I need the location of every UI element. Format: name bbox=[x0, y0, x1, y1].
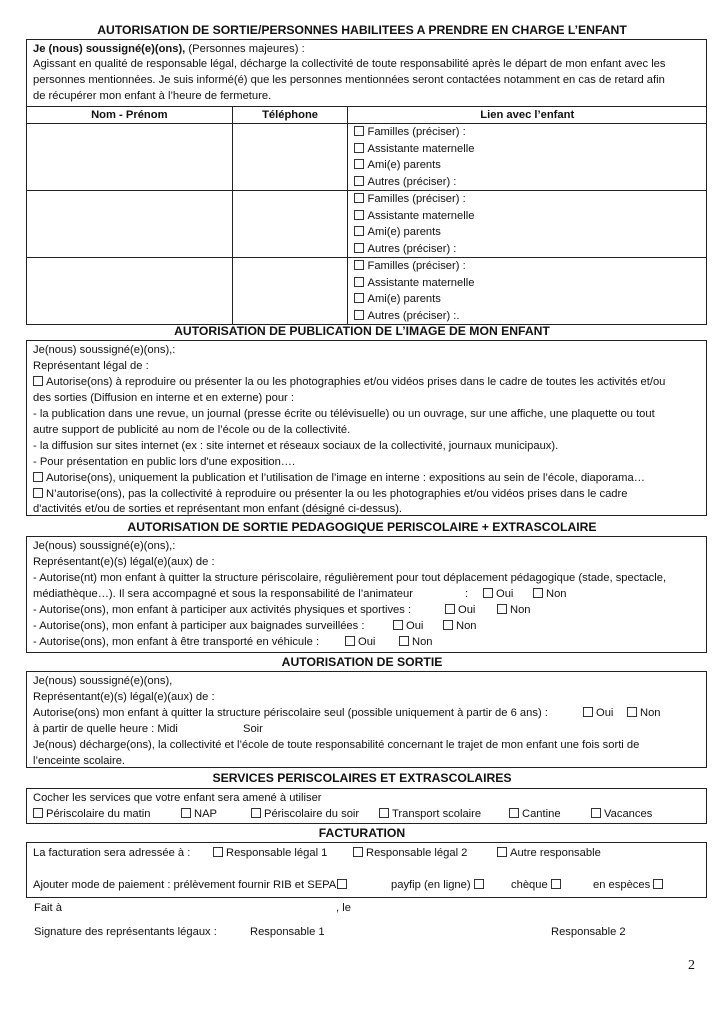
oui-label: Oui bbox=[458, 604, 476, 616]
intro-line-3: personnes mentionnées. Je suis informé(é) que les personnes mentionnées seront contactées notamment en cas de retard afin bbox=[33, 74, 665, 86]
checkbox[interactable] bbox=[353, 847, 363, 857]
name-cell[interactable] bbox=[27, 124, 233, 191]
image-line-internal[interactable] bbox=[33, 471, 645, 486]
payment-especes[interactable] bbox=[593, 878, 666, 893]
option-label: Assistante maternelle bbox=[367, 142, 475, 155]
checkbox[interactable] bbox=[354, 193, 364, 203]
checkbox[interactable] bbox=[627, 707, 637, 717]
option-label: Ami(e) parents bbox=[367, 159, 441, 171]
ped-line: - Autorise(ons), mon enfant à être transporté en véhicule : bbox=[33, 636, 320, 648]
authorized-persons-table bbox=[26, 106, 707, 325]
option-label: Familles (préciser) : bbox=[367, 126, 466, 138]
oui-option[interactable] bbox=[583, 706, 613, 721]
relation-cell bbox=[348, 124, 707, 191]
name-cell[interactable] bbox=[27, 191, 233, 258]
option-autres[interactable] bbox=[352, 174, 706, 191]
oui-label: Oui bbox=[406, 620, 424, 632]
non-label: Non bbox=[546, 588, 567, 600]
image-line-refuse[interactable] bbox=[33, 487, 627, 502]
image-line: d'activités et/ou de sorties et représentant mon enfant (désigné ci-dessus). bbox=[33, 503, 403, 515]
image-line-text: Autorise(ons), uniquement la publication et l’utilisation de l’image en interne : expositions au sein de l’école, diaporama… bbox=[46, 472, 645, 484]
intro-line-2: Agissant en qualité de responsable légal, décharge la collectivité de toute responsabilité après le départ de mon enfant avec les bbox=[33, 58, 666, 70]
services-instruction: Cocher les services que votre enfant sera amené à utiliser bbox=[33, 792, 322, 804]
oui-option[interactable] bbox=[483, 587, 513, 602]
image-line: - la diffusion sur sites internet (ex : site internet et réseaux sociaux de la collectivité, journaux municipaux). bbox=[33, 440, 559, 452]
option-assistante[interactable] bbox=[352, 208, 706, 225]
table-row bbox=[27, 124, 707, 191]
ped-colon: : bbox=[465, 588, 469, 600]
pedagogique-box bbox=[26, 536, 707, 653]
service-label: Transport scolaire bbox=[392, 808, 482, 820]
oui-option[interactable] bbox=[445, 603, 475, 618]
responsable-2-label: Responsable 2 bbox=[551, 926, 626, 938]
option-ami[interactable] bbox=[352, 224, 706, 241]
responsable-1-label: Responsable 1 bbox=[250, 926, 325, 938]
service-label: NAP bbox=[194, 808, 218, 820]
ped-line: Je(nous) soussigné(e)(ons),: bbox=[33, 540, 176, 552]
sortie-line: l’enceinte scolaire. bbox=[33, 755, 126, 767]
table-row bbox=[27, 191, 707, 258]
checkbox[interactable] bbox=[33, 472, 43, 482]
header-nom-prenom: Nom - Prénom bbox=[27, 107, 233, 124]
billing-option-label: Responsable légal 2 bbox=[366, 847, 468, 859]
image-line: - la publication dans une revue, un journal (presse écrite ou télévisuelle) ou un ouvrage, sur une affiche, une plaquette ou tout bbox=[33, 408, 655, 420]
section-title-pedagogique: AUTORISATION DE SORTIE PEDAGOGIQUE PERISCOLAIRE + EXTRASCOLAIRE bbox=[127, 520, 597, 534]
intro-bold: Je (nous) soussigné(e)(ons), bbox=[33, 43, 186, 55]
ped-line: - Autorise(nt) mon enfant à quitter la structure périscolaire, régulièrement pour tout déplacement pédagogique (stade, spectacle, bbox=[33, 572, 667, 584]
billing-option-label: Responsable légal 1 bbox=[226, 847, 328, 859]
payment-option-label: payfip (en ligne) bbox=[391, 879, 471, 891]
option-autres[interactable] bbox=[352, 308, 706, 325]
non-option[interactable] bbox=[497, 603, 531, 618]
service-label: Périscolaire du matin bbox=[46, 808, 151, 820]
section-title-facturation: FACTURATION bbox=[318, 826, 406, 840]
service-transport[interactable] bbox=[379, 807, 481, 822]
fait-a-label: Fait à bbox=[34, 902, 62, 914]
checkbox[interactable] bbox=[354, 293, 364, 303]
intro-line-4: de récupérer mon enfant à l’heure de fermeture. bbox=[33, 90, 272, 102]
signature-label: Signature des représentants légaux : bbox=[34, 926, 217, 938]
payment-option-label: chèque bbox=[511, 879, 548, 891]
option-familles[interactable] bbox=[352, 191, 706, 208]
sortie-time-line: à partir de quelle heure : Midi bbox=[33, 723, 178, 735]
image-box bbox=[26, 340, 707, 516]
service-label: Périscolaire du soir bbox=[264, 808, 360, 820]
checkbox[interactable] bbox=[551, 879, 561, 889]
option-ami[interactable] bbox=[352, 291, 706, 308]
sortie-box bbox=[26, 671, 707, 768]
phone-cell[interactable] bbox=[232, 124, 348, 191]
phone-cell[interactable] bbox=[232, 258, 348, 325]
non-option[interactable] bbox=[627, 706, 661, 721]
checkbox[interactable] bbox=[399, 636, 409, 646]
oui-option[interactable] bbox=[345, 635, 375, 650]
section-title-sortie: AUTORISATION DE SORTIE bbox=[281, 655, 443, 669]
image-line: des sorties (Diffusion en interne et en externe) pour : bbox=[33, 392, 294, 404]
checkbox[interactable] bbox=[181, 808, 191, 818]
option-label: Autres (préciser) : bbox=[367, 175, 457, 188]
checkbox[interactable] bbox=[213, 847, 223, 857]
image-line-text: N’autorise(ons), pas la collectivité à reproduire ou présenter la ou les photographies et/ou vidéos prises dans le cadre bbox=[46, 488, 628, 500]
checkbox[interactable] bbox=[33, 376, 43, 386]
billing-resp2[interactable] bbox=[353, 846, 467, 861]
header-telephone: Téléphone bbox=[232, 107, 348, 124]
checkbox[interactable] bbox=[33, 808, 43, 818]
checkbox[interactable] bbox=[583, 707, 593, 717]
service-periscolaire-soir[interactable] bbox=[251, 807, 359, 822]
checkbox[interactable] bbox=[533, 588, 543, 598]
option-label: Assistante maternelle bbox=[367, 276, 475, 289]
option-ami[interactable] bbox=[352, 157, 706, 174]
image-line: Je(nous) soussigné(e)(ons),: bbox=[33, 344, 176, 356]
checkbox[interactable] bbox=[337, 879, 347, 889]
checkbox[interactable] bbox=[509, 808, 519, 818]
checkbox[interactable] bbox=[497, 847, 507, 857]
option-label: Ami(e) parents bbox=[367, 293, 441, 305]
option-label: Autres (préciser) : bbox=[367, 242, 457, 255]
option-label: Assistante maternelle bbox=[367, 209, 475, 222]
checkbox[interactable] bbox=[379, 808, 389, 818]
option-autres[interactable] bbox=[352, 241, 706, 258]
page-number: 2 bbox=[688, 958, 695, 973]
service-label: Cantine bbox=[522, 808, 561, 820]
image-line: Représentant légal de : bbox=[33, 360, 149, 372]
section-title-image: AUTORISATION DE PUBLICATION DE L’IMAGE DE MON ENFANT bbox=[174, 324, 550, 338]
non-option[interactable] bbox=[443, 619, 477, 634]
ped-line: - Autorise(ons), mon enfant à participer aux activités physiques et sportives : bbox=[33, 604, 412, 616]
option-assistante[interactable] bbox=[352, 141, 706, 158]
image-line-authorize[interactable] bbox=[33, 375, 665, 390]
checkbox[interactable] bbox=[354, 143, 364, 153]
non-option[interactable] bbox=[399, 635, 433, 650]
ped-line: médiathèque…). Il sera accompagné et sous la responsabilité de l’animateur bbox=[33, 588, 413, 600]
checkbox[interactable] bbox=[251, 808, 261, 818]
checkbox[interactable] bbox=[354, 176, 364, 186]
billing-option-label: Autre responsable bbox=[510, 847, 601, 859]
option-assistante[interactable] bbox=[352, 275, 706, 292]
payment-cheque[interactable] bbox=[511, 878, 564, 893]
billing-autre[interactable] bbox=[497, 846, 601, 861]
oui-label: Oui bbox=[496, 588, 514, 600]
oui-label: Oui bbox=[596, 707, 614, 719]
sortie-soir: Soir bbox=[243, 723, 263, 735]
checkbox[interactable] bbox=[345, 636, 355, 646]
payment-option-label: en espèces bbox=[593, 879, 651, 891]
non-option[interactable] bbox=[533, 587, 567, 602]
sortie-line: Représentant(e)(s) légal(e)(aux) de : bbox=[33, 691, 215, 703]
non-label: Non bbox=[456, 620, 477, 632]
service-periscolaire-matin[interactable] bbox=[33, 807, 150, 822]
image-line: - Pour présentation en public lors d'une exposition…. bbox=[33, 456, 296, 468]
option-familles[interactable] bbox=[352, 258, 706, 275]
services-box bbox=[26, 788, 707, 824]
oui-label: Oui bbox=[358, 636, 376, 648]
section-title-services: SERVICES PERISCOLAIRES ET EXTRASCOLAIRES bbox=[212, 771, 512, 785]
checkbox[interactable] bbox=[443, 620, 453, 630]
intro-line-1 bbox=[33, 42, 305, 57]
name-cell[interactable] bbox=[27, 258, 233, 325]
checkbox[interactable] bbox=[354, 277, 364, 287]
sortie-line: Je(nous) soussigné(e)(ons), bbox=[33, 675, 173, 687]
sortie-line: Je(nous) décharge(ons), la collectivité et l’école de toute responsabilité concernant le trajet de mon enfant une fois sorti de bbox=[33, 739, 640, 751]
checkbox[interactable] bbox=[653, 879, 663, 889]
checkbox[interactable] bbox=[393, 620, 403, 630]
relation-cell bbox=[348, 191, 707, 258]
relation-cell bbox=[348, 258, 707, 325]
service-vacances[interactable] bbox=[591, 807, 652, 822]
checkbox[interactable] bbox=[354, 260, 364, 270]
checkbox[interactable] bbox=[354, 159, 364, 169]
image-line: autre support de publicité au nom de l’école ou de la collectivité. bbox=[33, 424, 351, 436]
checkbox[interactable] bbox=[483, 588, 493, 598]
billing-label: La facturation sera adressée à : bbox=[33, 847, 191, 859]
service-cantine[interactable] bbox=[509, 807, 561, 822]
sortie-line: Autorise(ons) mon enfant à quitter la structure périscolaire seul (possible uniquement à partir de 6 ans) : bbox=[33, 707, 548, 719]
checkbox[interactable] bbox=[354, 226, 364, 236]
checkbox[interactable] bbox=[474, 879, 484, 889]
payment-label: Ajouter mode de paiement : prélèvement fournir RIB et SEPA bbox=[33, 879, 337, 891]
ped-line: - Autorise(ons), mon enfant à participer aux baignades surveillées : bbox=[33, 620, 365, 632]
option-label: Familles (préciser) : bbox=[367, 193, 466, 205]
intro-box bbox=[26, 39, 707, 107]
payment-payfip[interactable] bbox=[391, 878, 487, 893]
option-familles[interactable] bbox=[352, 124, 706, 141]
non-label: Non bbox=[640, 707, 661, 719]
billing-resp1[interactable] bbox=[213, 846, 327, 861]
date-label: , le bbox=[336, 902, 351, 914]
checkbox[interactable] bbox=[445, 604, 455, 614]
checkbox[interactable] bbox=[354, 126, 364, 136]
phone-cell[interactable] bbox=[232, 191, 348, 258]
section-title-sortie-personnes: AUTORISATION DE SORTIE/PERSONNES HABILITEES A PRENDRE EN CHARGE L’ENFANT bbox=[97, 23, 627, 37]
option-label: Ami(e) parents bbox=[367, 226, 441, 238]
checkbox[interactable] bbox=[33, 488, 43, 498]
payment-sepa[interactable] bbox=[33, 878, 350, 893]
facturation-box bbox=[26, 842, 707, 898]
table-row bbox=[27, 258, 707, 325]
checkbox[interactable] bbox=[354, 210, 364, 220]
checkbox[interactable] bbox=[354, 310, 364, 320]
checkbox[interactable] bbox=[591, 808, 601, 818]
checkbox[interactable] bbox=[497, 604, 507, 614]
oui-option[interactable] bbox=[393, 619, 423, 634]
service-nap[interactable] bbox=[181, 807, 217, 822]
non-label: Non bbox=[510, 604, 531, 616]
ped-line: Représentant(e)(s) légal(e)(aux) de : bbox=[33, 556, 215, 568]
non-label: Non bbox=[412, 636, 433, 648]
checkbox[interactable] bbox=[354, 243, 364, 253]
service-label: Vacances bbox=[604, 808, 653, 820]
header-lien: Lien avec l’enfant bbox=[348, 107, 707, 124]
image-line-text: Autorise(ons) à reproduire ou présenter la ou les photographies et/ou vidéos prises dans le cadre de toutes les activités et/ou bbox=[46, 376, 666, 388]
option-label: Autres (préciser) :. bbox=[367, 309, 460, 322]
table-header-row bbox=[27, 107, 707, 124]
intro-rest: (Personnes majeures) : bbox=[185, 43, 305, 55]
option-label: Familles (préciser) : bbox=[367, 260, 466, 272]
